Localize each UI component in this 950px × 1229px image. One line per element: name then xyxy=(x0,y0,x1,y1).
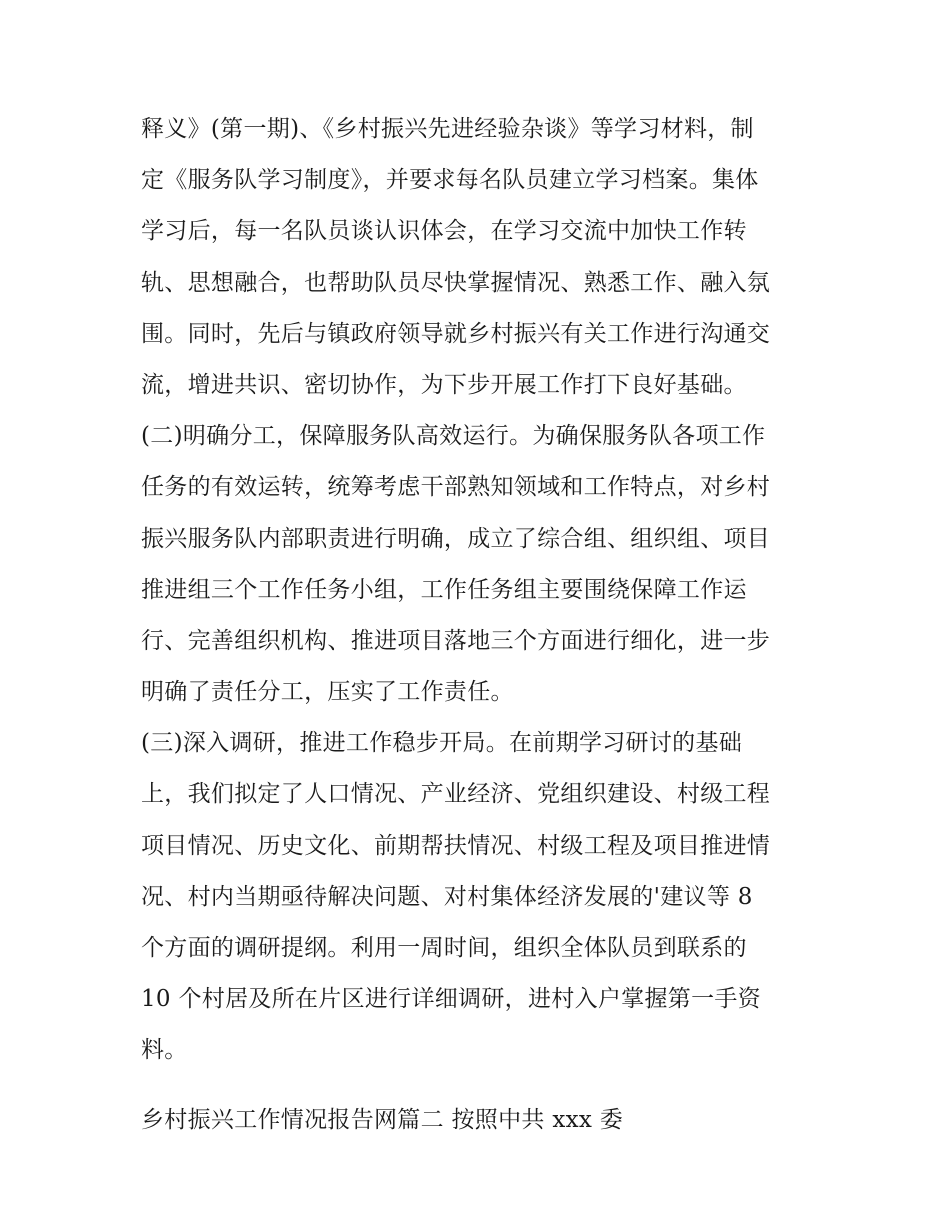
text-line: 料。 xyxy=(141,1037,188,1064)
section-heading-line: (二)明确分工，保障服务队高效运行。为确保服务队各项工作 xyxy=(141,423,766,450)
next-article-title-line: 乡村振兴工作情况报告网篇二 按照中共 xxx 委 xyxy=(141,1106,624,1133)
text-line: 项目情况、历史文化、前期帮扶情况、村级工程及项目推进情 xyxy=(141,832,771,859)
text-line: 行、完善组织机构、推进项目落地三个方面进行细化，进一步 xyxy=(141,627,771,654)
text-line: 况、村内当期亟待解决问题、对村集体经济发展的'建议等 8 xyxy=(141,883,753,910)
text-line: 个方面的调研提纲。利用一周时间，组织全体队员到联系的 xyxy=(141,935,747,961)
text-line: 任务的有效运转，统筹考虑干部熟知领域和工作特点，对乡村 xyxy=(141,474,771,501)
text-line: 学习后，每一名队员谈认识体会，在学习交流中加快工作转 xyxy=(141,218,747,245)
text-line: 释义》(第一期)、《乡村振兴先进经验杂谈》等学习材料，制 xyxy=(141,116,754,142)
text-line: 推进组三个工作任务小组，工作任务组主要围绕保障工作运 xyxy=(141,576,747,603)
text-line: 10 个村居及所在片区进行详细调研，进村入户掌握第一手资 xyxy=(141,986,761,1013)
text-line: 轨、思想融合，也帮助队员尽快掌握情况、熟悉工作、融入氛 xyxy=(141,269,771,296)
body-text xyxy=(141,104,831,1146)
text-line: 明确了责任分工，压实了工作责任。 xyxy=(141,679,514,706)
text-line: 围。同时，先后与镇政府领导就乡村振兴有关工作进行沟通交 xyxy=(141,320,771,347)
text-line: 流，增进共识、密切协作，为下步开展工作打下良好基础。 xyxy=(141,371,747,398)
text-line: 上，我们拟定了人口情况、产业经济、党组织建设、村级工程 xyxy=(141,781,771,808)
text-line: 定《服务队学习制度》，并要求每名队员建立学习档案。集体 xyxy=(141,167,759,194)
section-heading-line: (三)深入调研，推进工作稳步开局。在前期学习研讨的基础 xyxy=(141,730,743,757)
text-line: 振兴服务队内部职责进行明确，成立了综合组、组织组、项目 xyxy=(141,525,771,552)
